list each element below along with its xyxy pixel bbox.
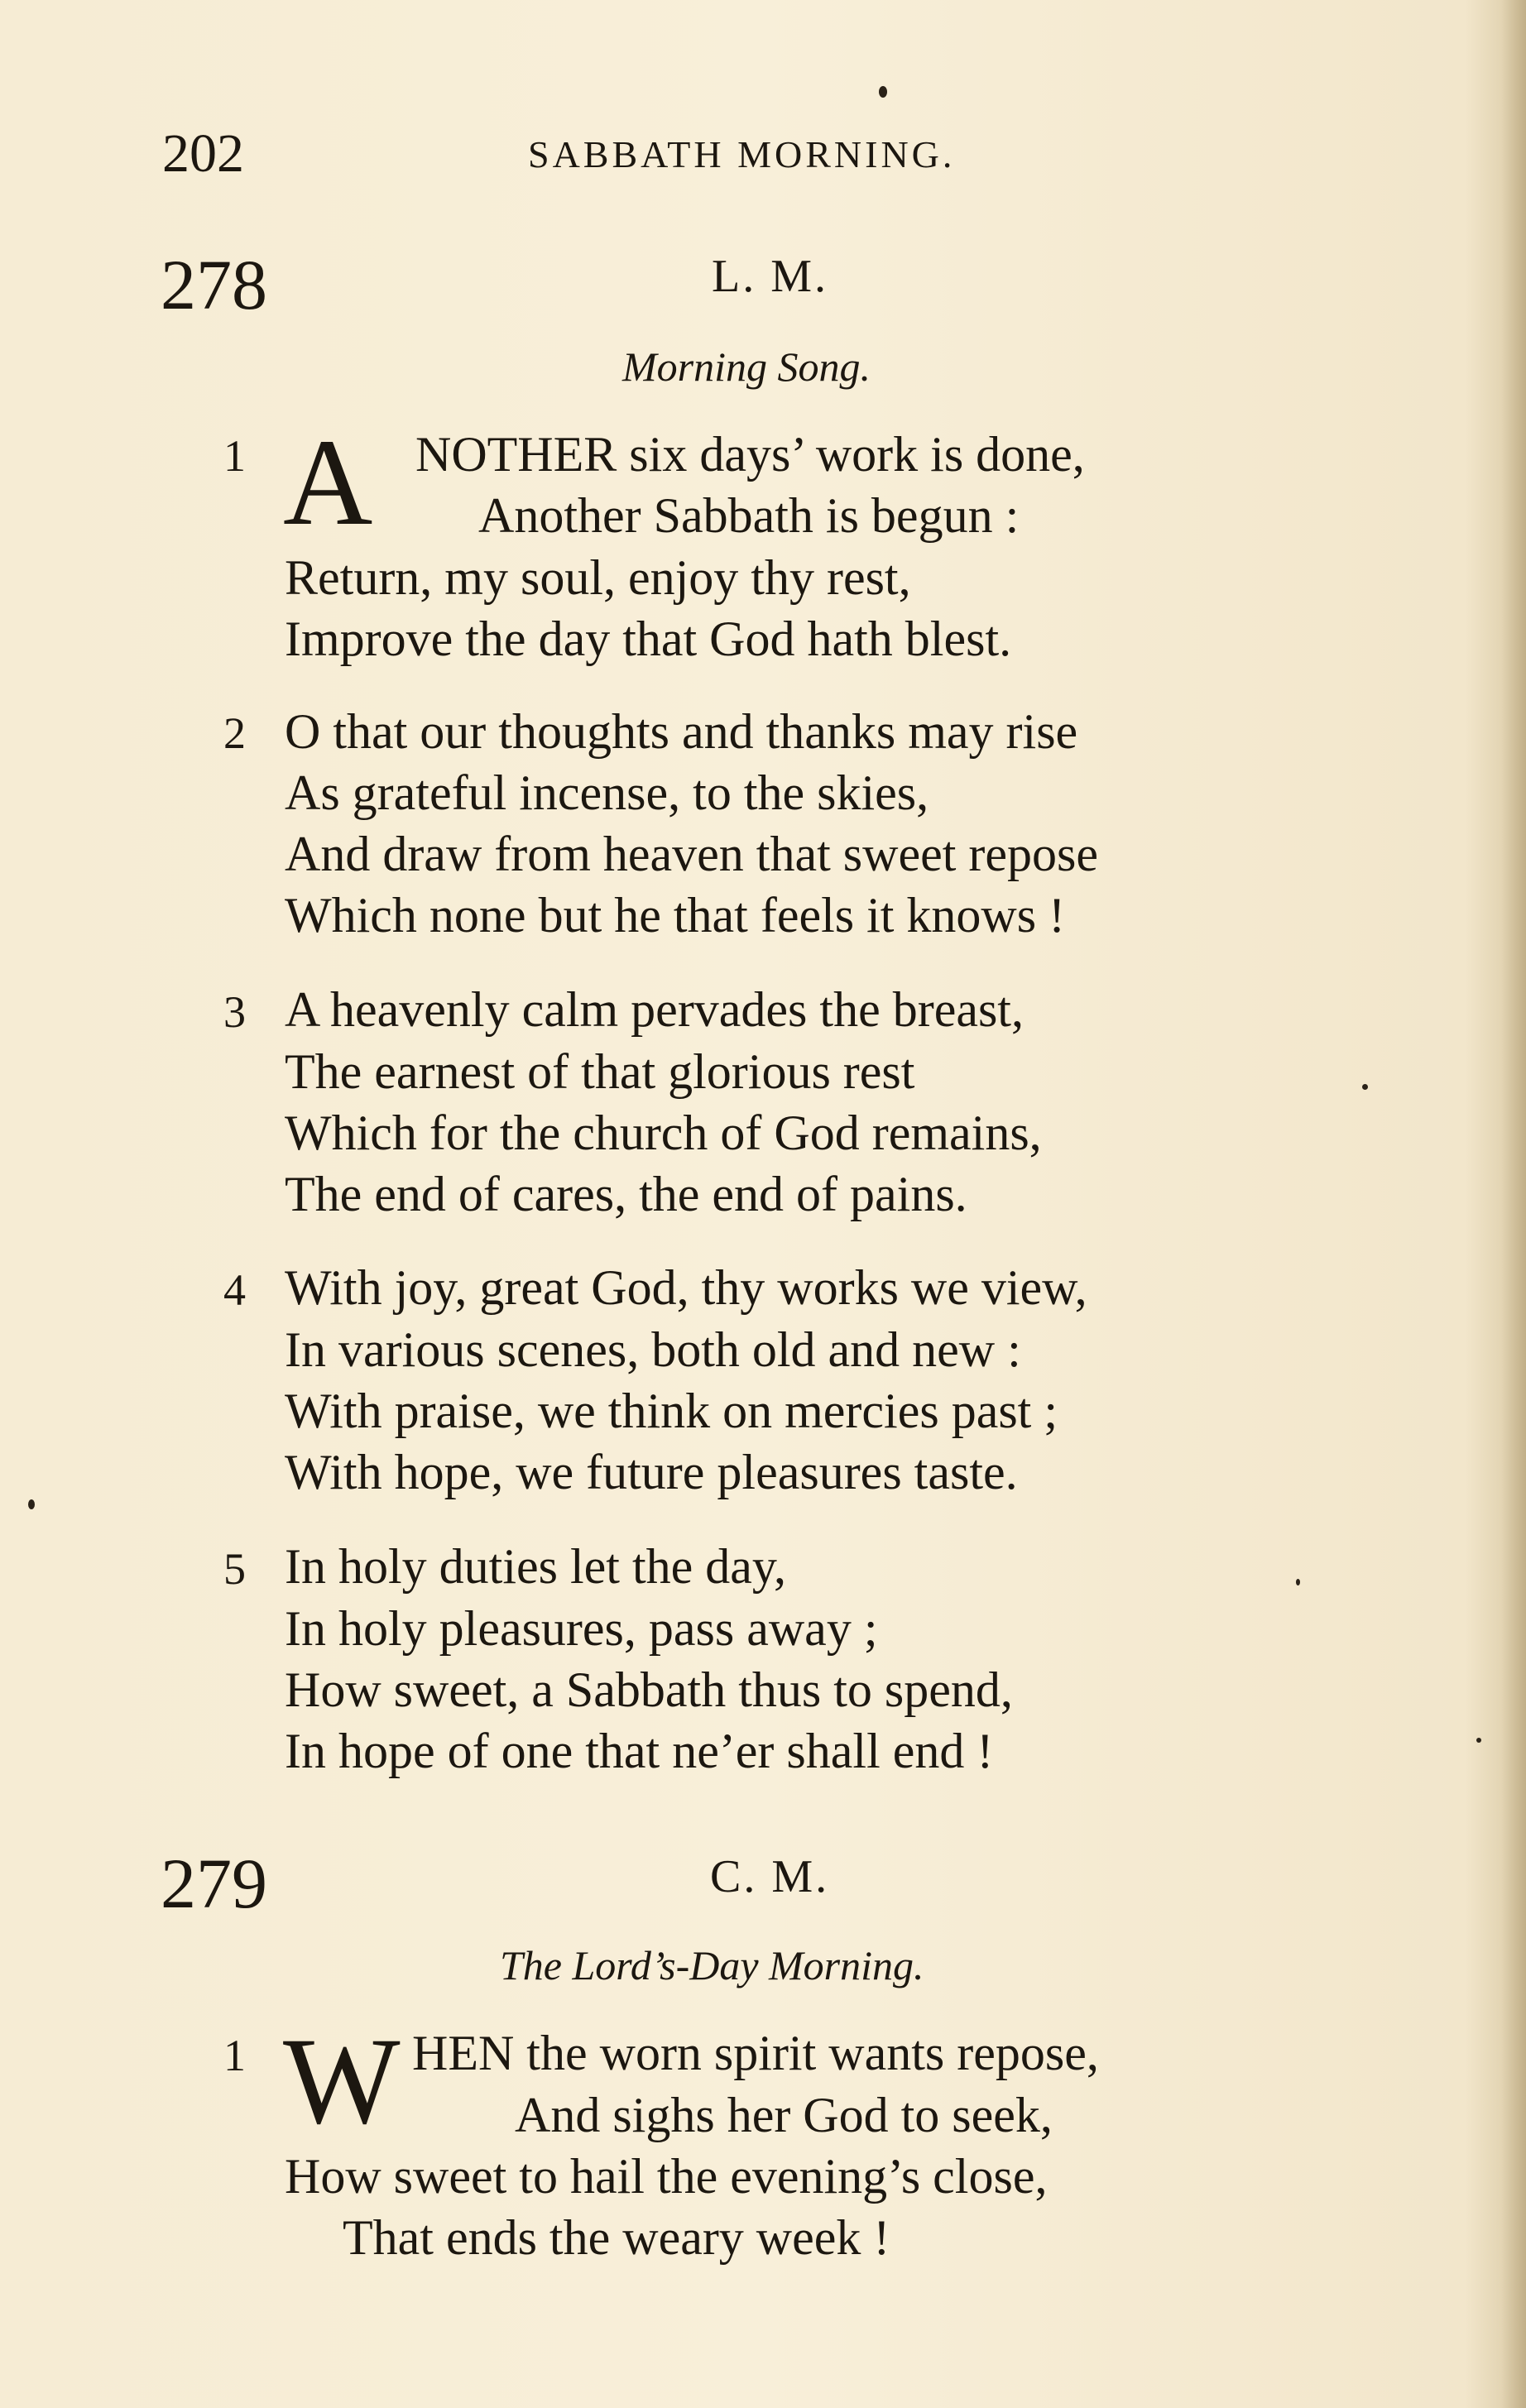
hymn-number-279: 279: [161, 1844, 267, 1923]
verse-line: With hope, we future pleasures taste.: [285, 1445, 1018, 1499]
ink-speck: [1362, 1084, 1368, 1090]
verse-line: How sweet, a Sabbath thus to spend,: [285, 1662, 1013, 1717]
verse-line: As grateful incense, to the skies,: [285, 765, 929, 820]
hymn-title: The Lord’s-Day Morning.: [500, 1942, 924, 1988]
verse-line: That ends the weary week !: [343, 2210, 890, 2265]
verse-number: 5: [223, 1544, 246, 1594]
verse-line: And sighs her God to seek,: [515, 2088, 1053, 2142]
verse-line: With joy, great God, thy works we view,: [285, 1260, 1087, 1315]
hymn-title: Morning Song.: [622, 343, 871, 390]
verse-number: 2: [223, 708, 246, 758]
drop-cap: W: [283, 2012, 401, 2150]
page-edge-shadow: [1501, 0, 1526, 2408]
verse-line: Return, my soul, enjoy thy rest,: [285, 550, 911, 605]
verse-line: How sweet to hail the evening’s close,: [285, 2149, 1048, 2204]
verse-number: 1: [223, 2031, 246, 2080]
verse-line: O that our thoughts and thanks may rise: [285, 704, 1078, 759]
verse-line: In holy duties let the day,: [285, 1539, 786, 1594]
verse-number: 1: [223, 431, 246, 481]
verse-line: NOTHER six days’ work is done,: [415, 427, 1085, 482]
verse-line: Another Sabbath is begun :: [478, 488, 1020, 543]
running-head: SABBATH MORNING.: [528, 133, 956, 175]
verse-line: HEN the worn spirit wants repose,: [412, 2026, 1099, 2080]
ink-speck: [1476, 1738, 1481, 1743]
verse-line: The end of cares, the end of pains.: [285, 1167, 967, 1221]
verse-line: In holy pleasures, pass away ;: [285, 1601, 878, 1656]
verse-line: Improve the day that God hath blest.: [285, 612, 1012, 666]
verse-line: The earnest of that glorious rest: [285, 1044, 915, 1099]
hymn-meter: C. M.: [710, 1851, 830, 1902]
ink-speck: [879, 86, 887, 98]
drop-cap: A: [283, 414, 373, 551]
ink-speck: [1296, 1579, 1300, 1585]
verse-number: 3: [223, 987, 246, 1037]
verse-number: 4: [223, 1265, 246, 1315]
verse-line: With praise, we think on mercies past ;: [285, 1384, 1058, 1438]
hymn-meter: L. M.: [712, 251, 828, 302]
hymn-number-278: 278: [161, 245, 267, 324]
verse-line: In various scenes, both old and new :: [285, 1322, 1021, 1377]
verse-line: A heavenly calm pervades the breast,: [285, 982, 1024, 1037]
verse-line: In hope of one that ne’er shall end !: [285, 1724, 994, 1778]
ink-speck: [28, 1499, 35, 1509]
verse-line: Which for the church of God remains,: [285, 1106, 1042, 1160]
page-number: 202: [162, 123, 244, 184]
verse-line: And draw from heaven that sweet repose: [285, 827, 1098, 881]
verse-line: Which none but he that feels it knows !: [285, 888, 1066, 943]
